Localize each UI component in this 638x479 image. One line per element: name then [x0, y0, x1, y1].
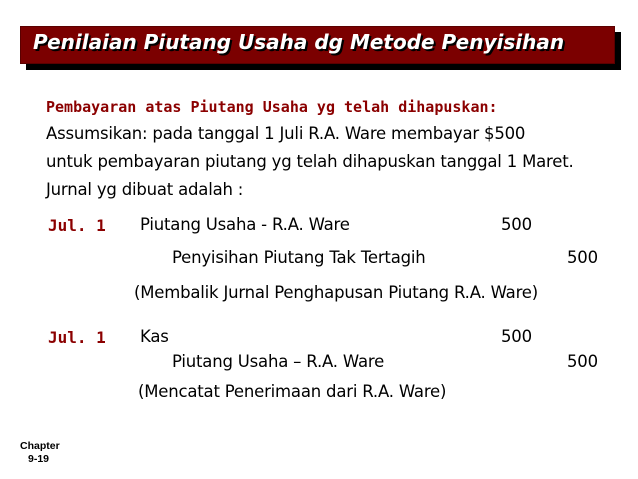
debit-amount: 500	[501, 215, 532, 234]
section-heading: Pembayaran atas Piutang Usaha yg telah dihapuskan:	[46, 98, 498, 116]
intro-line-3: Jurnal yg dibuat adalah :	[46, 180, 244, 199]
credit-amount: 500	[567, 352, 598, 371]
entry-date: Jul. 1	[48, 216, 106, 235]
debit-amount: 500	[501, 327, 532, 346]
credit-account: Penyisihan Piutang Tak Tertagih	[172, 248, 426, 267]
credit-amount: 500	[567, 248, 598, 267]
chapter-number: 9-19	[28, 453, 50, 465]
entry-memo: (Membalik Jurnal Penghapusan Piutang R.A. Ware)	[134, 283, 538, 302]
title-box	[20, 26, 615, 64]
slide-title: Penilaian Piutang Usaha dg Metode Penyisihan	[33, 30, 565, 54]
credit-account: Piutang Usaha – R.A. Ware	[172, 352, 385, 371]
intro-line-2: untuk pembayaran piutang yg telah dihapuskan tanggal 1 Maret.	[46, 152, 574, 171]
entry-date: Jul. 1	[48, 328, 106, 347]
chapter-label: Chapter	[20, 440, 60, 452]
intro-line-1: Assumsikan: pada tanggal 1 Juli R.A. Ware membayar $500	[46, 124, 526, 143]
debit-account: Piutang Usaha - R.A. Ware	[140, 215, 350, 234]
title-banner	[20, 26, 621, 70]
debit-account: Kas	[140, 327, 169, 346]
entry-memo: (Mencatat Penerimaan dari R.A. Ware)	[138, 382, 447, 401]
